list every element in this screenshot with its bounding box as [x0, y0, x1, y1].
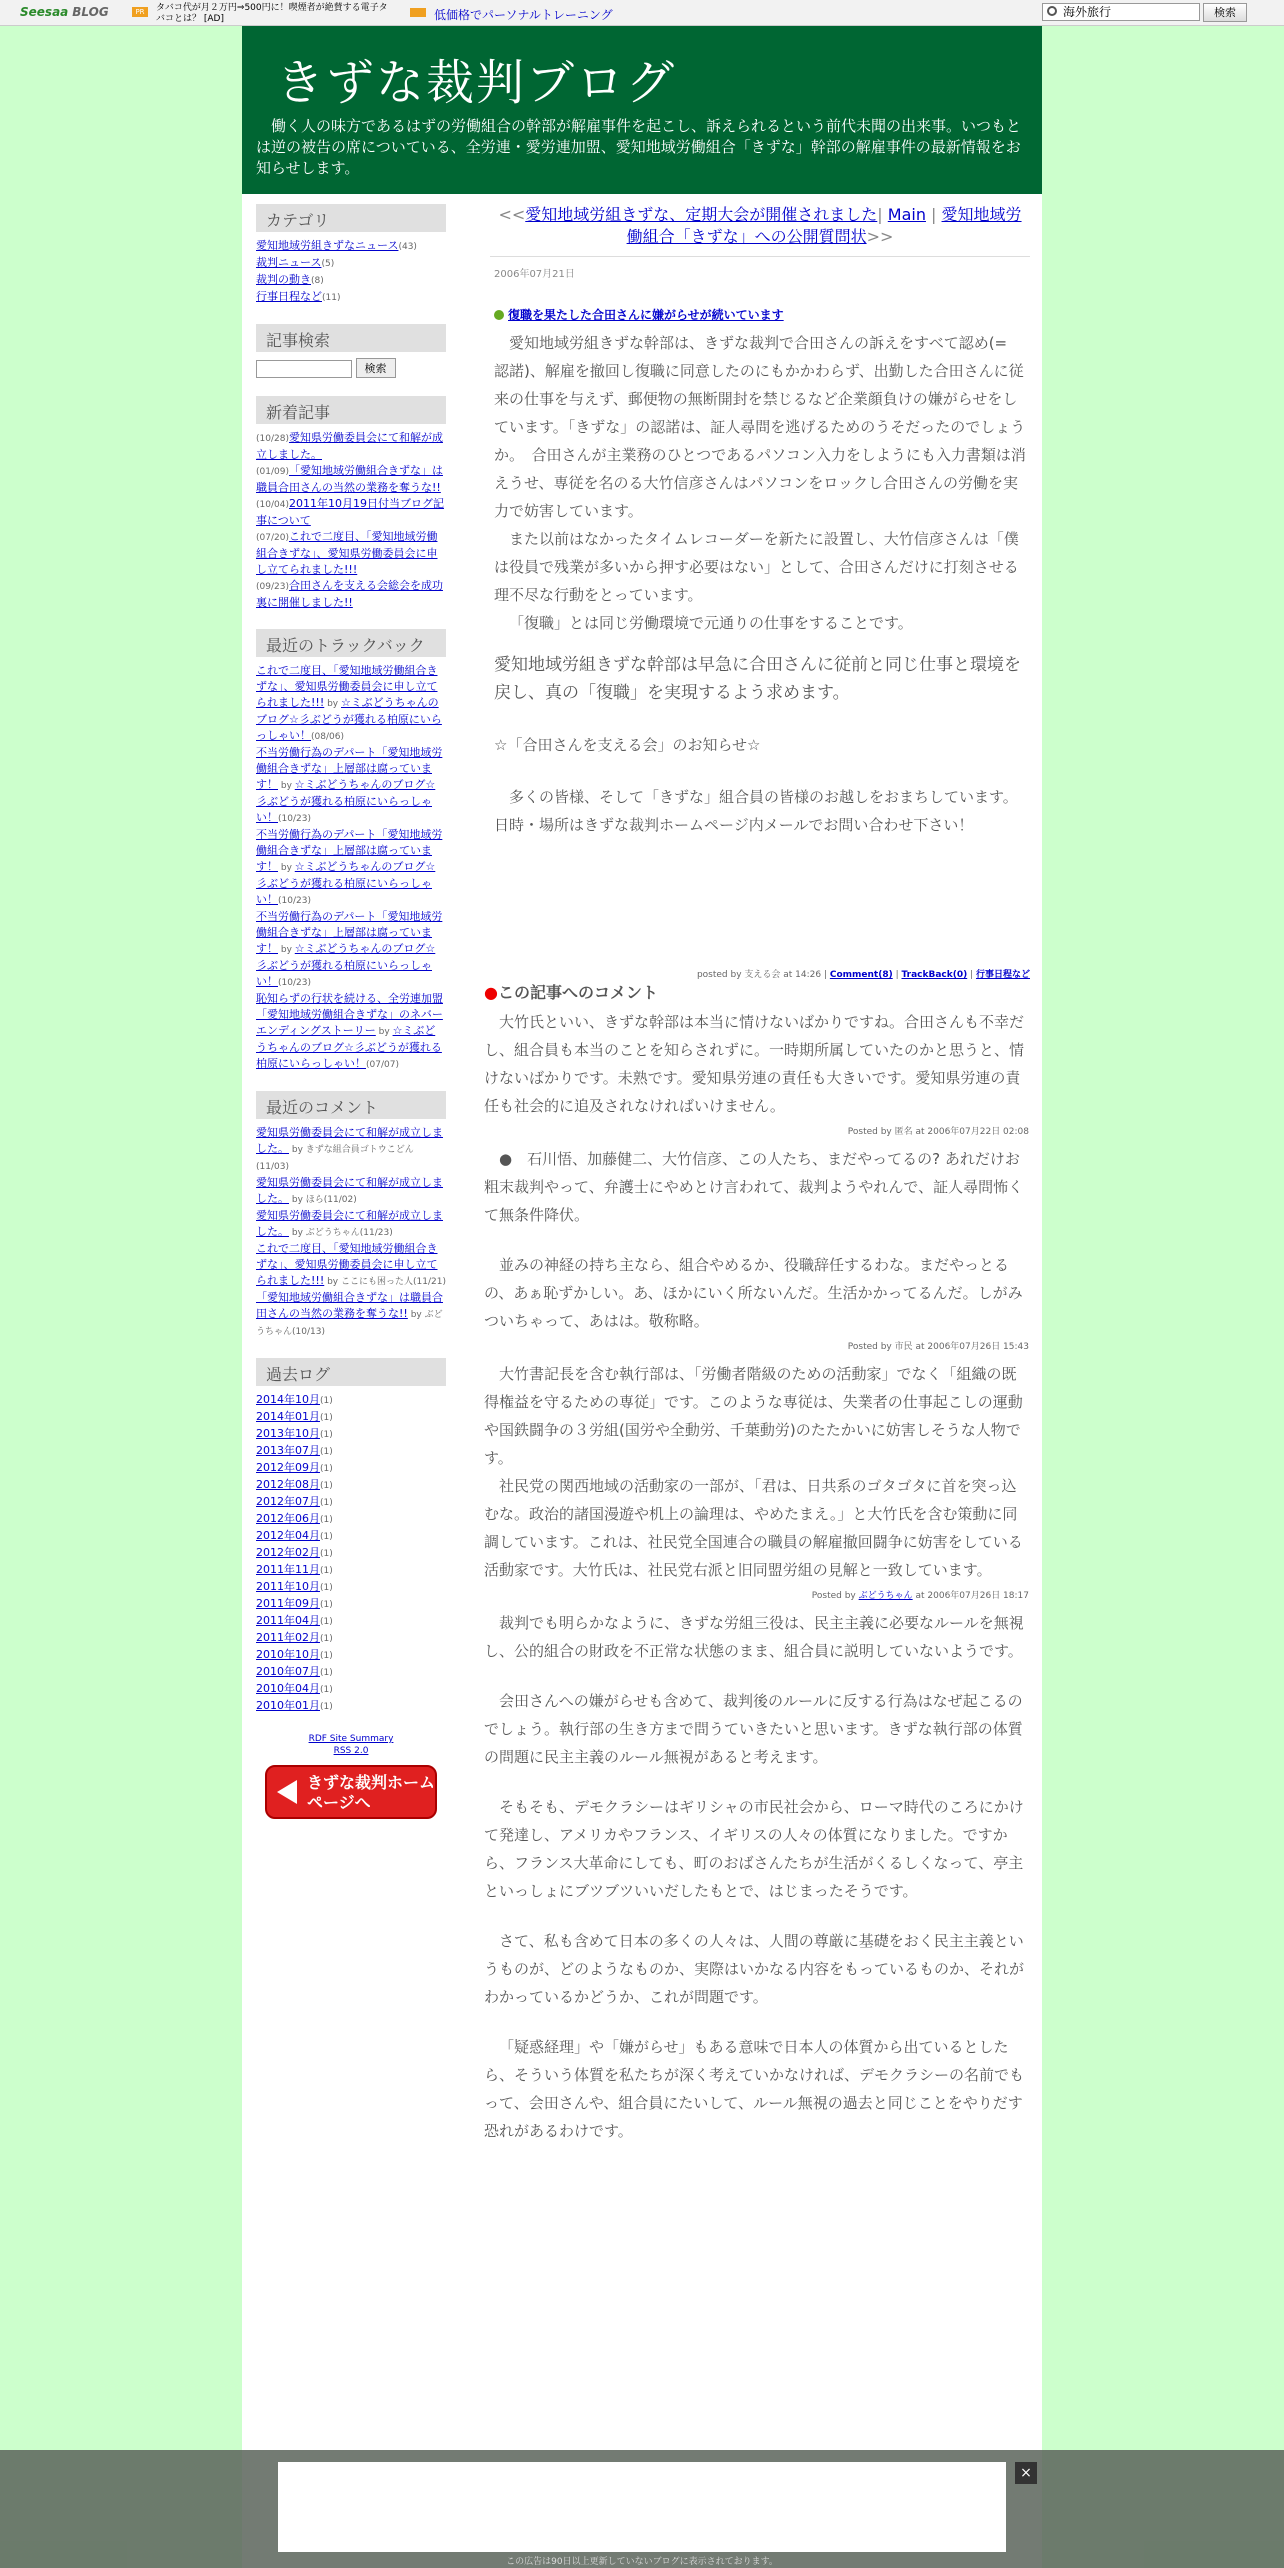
- top-ad-link-2[interactable]: 低価格でパーソナルトレーニング: [434, 8, 613, 22]
- comments-section: [484, 1008, 1029, 2173]
- archive-count: (1): [320, 1634, 333, 1644]
- recent-comment-by: by ここにも困った人: [324, 1277, 413, 1287]
- recent-comment-item: [256, 1241, 446, 1290]
- trackback-blog-link[interactable]: ☆ミぶどうちゃんのブログ☆彡ぶどうが獲れる柏原にいらっしゃい！: [256, 778, 436, 824]
- recent-link[interactable]: これで二度目、「愛知地域労働組合きずな」、愛知県労働委員会に申し立てられました!!!: [256, 530, 438, 576]
- trackback-entry-link[interactable]: 恥知らずの行状を続ける、全労連加盟「愛知地域労働組合きずな」のネバーエンディングストーリー: [256, 992, 443, 1037]
- trackback-item: [256, 745, 446, 827]
- comment-paragraph: 社民党の関西地域の活動家の一部が、「君は、日共系のゴタゴタに首を突っ込むな。政治的諸国漫遊や机上の論理は、やめたまえ。」と大竹氏を含む策動に同調しています。これは、社民党全国連合の職員の解雇撤回闘争に妨害をしている活動家です。大竹氏は、社民党右派と旧同盟労組の見解と一致しています。: [484, 1477, 1023, 1579]
- comment-posted: [484, 1588, 1029, 1601]
- archive-link[interactable]: 2010年10月: [256, 1648, 320, 1661]
- category-count: (8): [311, 276, 324, 286]
- comment-body: [484, 1145, 1029, 1335]
- recent-item: [256, 430, 446, 463]
- comment-body: [484, 1609, 1029, 2145]
- comment-spacer: [484, 2145, 1029, 2173]
- comment-paragraph: 大竹氏といい、きずな幹部は本当に情けないばかりですね。合田さんも不幸だし、組合員も本当のことを知らされずに。一時期所属していたのかと思うと、情けないばかりです。未熟です。愛知県労連の責任も大きいです。愛知県労連の責任も社会的に追及されなければいけません。: [484, 1013, 1025, 1115]
- archive-item: [256, 1460, 446, 1477]
- entry-notice-body: [490, 783, 1030, 839]
- trackback-heading: 最近のトラックバック: [256, 629, 446, 657]
- archive-link[interactable]: 2011年09月: [256, 1597, 320, 1610]
- entry-date: 2006年07月21日: [494, 269, 575, 280]
- archive-link[interactable]: 2010年07月: [256, 1665, 320, 1678]
- recent-date: (10/04): [256, 500, 289, 510]
- entry-paragraph: また以前はなかったタイムレコーダーを新たに設置し、大竹信彦さんは「僕は役員で残業が多いから押す必要はない」として、合田さんだけに打刻させる理不尽な行動をとっています。: [494, 530, 1019, 604]
- archive-count: (1): [320, 1515, 333, 1525]
- feed-links: [256, 1733, 446, 1757]
- archive-item: [256, 1562, 446, 1579]
- trackback-blog-link[interactable]: ☆ミぶどうちゃんのブログ☆彡ぶどうが獲れる柏原にいらっしゃい！: [256, 1024, 442, 1070]
- comment-posted-suffix: at 2006年07月26日 18:17: [912, 1591, 1029, 1601]
- category-item: [256, 272, 446, 289]
- archive-count: (1): [320, 1498, 333, 1508]
- archive-item: [256, 1443, 446, 1460]
- trackback-by: by: [375, 1027, 393, 1037]
- comments-heading: 最近のコメント: [256, 1091, 446, 1119]
- recent-comment-date: (11/03): [256, 1162, 289, 1172]
- recent-comment-by: by きずな組合員ゴトウこどん: [289, 1145, 414, 1155]
- archive-item: [256, 1494, 446, 1511]
- arrow-left-icon: [277, 1780, 297, 1804]
- trackback-by: by: [278, 781, 295, 791]
- entry-paragraph: 「復職」とは同じ労働環境で元通りの仕事をすることです。: [509, 614, 913, 632]
- recent-comment-date: (11/02): [323, 1195, 357, 1205]
- recent-date: (07/20): [256, 533, 289, 543]
- next-entry-link[interactable]: 愛知地域労働組合「きずな」への公開質問状: [626, 205, 1022, 246]
- entry-emphasis: 愛知地域労組きずな幹部は早急に合田さんに従前と同じ仕事と環境を戻し、真の「復職」を実現するよう求めます。: [494, 655, 1021, 703]
- archive-item: [256, 1596, 446, 1613]
- comment-paragraph: 並みの神経の持ち主なら、組合やめるか、役職辞任するわな。まだやっとるの、あぁ恥ずかしい。あ、ほかにいく所ないんだ。生活かかってるんだ。しがみついちゃって、あはは。敬称略。: [484, 1256, 1023, 1330]
- search-value: 海外旅行: [1063, 5, 1112, 19]
- category-link[interactable]: 裁判の動き: [256, 273, 311, 286]
- topbar-search-input[interactable]: [1042, 3, 1200, 21]
- category-link[interactable]: 行事日程など: [256, 290, 322, 303]
- trackback-entry-link[interactable]: これで二度目、「愛知地域労働組合きずな」、愛知県労働委員会に申し立てられました!!!: [256, 664, 438, 709]
- recent-date: (01/09): [256, 467, 289, 477]
- archive-link[interactable]: 2010年01月: [256, 1699, 320, 1712]
- archive-link[interactable]: 2012年08月: [256, 1478, 320, 1491]
- trackback-entry-link[interactable]: 不当労働行為のデパート「愛知地域労働組合きずな」上層部は腐っています！: [256, 828, 443, 873]
- archive-count: (1): [320, 1549, 333, 1559]
- trackback-blog-link[interactable]: ☆ミぶどうちゃんのブログ☆彡ぶどうが獲れる柏原にいらっしゃい！: [256, 942, 436, 988]
- recent-comment-item: [256, 1290, 446, 1340]
- recent-comment-by: by ほら: [289, 1195, 324, 1205]
- comments-section-title: [484, 980, 658, 1003]
- logo-text: Seesaa: [20, 5, 69, 19]
- recent-comment-date: (11/23): [359, 1228, 393, 1238]
- recent-item: [256, 496, 446, 529]
- comments-link[interactable]: Comment(8): [829, 970, 893, 980]
- archive-count: (1): [320, 1668, 333, 1678]
- archive-count: (1): [320, 1600, 333, 1610]
- recent-comment-link[interactable]: 愛知県労働委員会にて和解が成立しました。: [256, 1176, 443, 1205]
- archive-link[interactable]: 2012年09月: [256, 1461, 320, 1474]
- recent-comment-date: (11/21): [413, 1277, 446, 1287]
- main-content: [490, 204, 1030, 980]
- top-ad-link-1[interactable]: タバコ代が月２万円⇒500円に！喫煙者が絶賛する電子タバコとは？ [AD]: [156, 3, 388, 24]
- close-icon[interactable]: ×: [1015, 2462, 1037, 2484]
- trackback-item: [256, 909, 446, 991]
- logo-blog-text: BLOG: [72, 5, 109, 19]
- blog-description: 働く人の味方であるはずの労働組合の幹部が解雇事件を起こし、訴えられるという前代未聞の出来事。いつもとは逆の被告の席についている、全労連・愛労連加盟、愛知地域労働組合「きずな」幹部の解雇事件の最新情報をお知らせします。: [256, 117, 1022, 177]
- entry-title: [494, 306, 1030, 323]
- sidebar-search-input[interactable]: [256, 360, 352, 378]
- category-item: [256, 255, 446, 272]
- recent-comment-link[interactable]: 愛知県労働委員会にて和解が成立しました。: [256, 1209, 443, 1238]
- archive-link[interactable]: 2011年10月: [256, 1580, 320, 1593]
- recent-link[interactable]: 2011年10月19日付当ブログ記事について: [256, 497, 444, 527]
- bullet-icon: ●: [484, 983, 498, 1002]
- archive-count: (1): [320, 1430, 333, 1440]
- ad-banner[interactable]: [278, 2462, 1006, 2552]
- search-icon: [1047, 6, 1057, 16]
- category-item: [256, 289, 446, 306]
- archive-count: (1): [320, 1413, 333, 1423]
- archive-count: (1): [320, 1651, 333, 1661]
- category-link[interactable]: 行事日程など: [975, 970, 1030, 980]
- entry-navigation: [490, 204, 1030, 248]
- archive-link[interactable]: 2012年07月: [256, 1495, 320, 1508]
- recent-comments-list: [256, 1125, 446, 1340]
- archive-count: (1): [320, 1702, 333, 1712]
- comment-posted: Posted by 市民 at 2006年07月26日 15:43: [847, 1342, 1029, 1352]
- trackback-date: (08/06): [311, 732, 344, 742]
- notice-paragraph: 多くの皆様、そして「きずな」組合員の皆様のお越しをおまちしています。日時・場所はきずな裁判ホームページ内メールでお問い合わせ下さい！: [494, 788, 1018, 834]
- category-count: (43): [398, 242, 417, 252]
- category-list: [256, 238, 446, 306]
- archive-link[interactable]: 2011年02月: [256, 1631, 320, 1644]
- seesaa-top-bar: [0, 0, 1284, 26]
- recent-date: (09/23): [256, 582, 289, 592]
- rss-link[interactable]: RSS 2.0: [333, 1746, 369, 1756]
- bullet-icon: [494, 310, 504, 320]
- comment-body: [484, 1360, 1029, 1584]
- recent-comment-item: [256, 1175, 446, 1208]
- comment-paragraph: 裁判でも明らかなように、きずな労組三役は、民主主義に必要なルールを無視し、公的組合の財政を不正常な状態のまま、組合員に説明していないようです。: [484, 1614, 1024, 1660]
- recent-link[interactable]: 「愛知地域労働組合きずな」は職員合田さんの当然の業務を奪うな!!: [256, 464, 443, 494]
- posted-by: posted by 支える会 at 14:26: [696, 970, 822, 980]
- main-link[interactable]: Main: [887, 205, 926, 224]
- archive-item: [256, 1579, 446, 1596]
- recent-comment-item: [256, 1125, 446, 1175]
- archive-list: [256, 1392, 446, 1715]
- archive-item: [256, 1664, 446, 1681]
- trackback-list: [256, 663, 446, 1073]
- paragraph-spacer: [484, 2011, 1029, 2033]
- footer-separator: |: [892, 970, 902, 980]
- home-page-button[interactable]: [265, 1765, 437, 1819]
- category-count: (11): [322, 293, 341, 303]
- paragraph-spacer: [484, 1771, 1029, 1793]
- nav-separator: |: [925, 205, 942, 224]
- sidebar-search-button[interactable]: 検索: [356, 358, 396, 378]
- trackback-blog-link[interactable]: ☆ミぶどうちゃんのブログ☆彡ぶどうが獲れる柏原にいらっしゃい！: [256, 696, 442, 742]
- archive-link[interactable]: 2012年06月: [256, 1512, 320, 1525]
- archive-link[interactable]: 2012年02月: [256, 1546, 320, 1559]
- prev-entry-link[interactable]: 愛知地域労組きずな、定期大会が開催されました: [525, 205, 878, 224]
- comment-paragraph: ● 石川悟、加藤健二、大竹信彦、この人たち、まだやってるの? あれだけお粗末裁判やって、弁護士にやめとけ言われて、裁判ようやれんで、証人尋問怖くて無条件降伏。: [484, 1150, 1024, 1224]
- page-container: [242, 26, 1042, 2568]
- divider: [490, 256, 1030, 257]
- ad-notice: この広告は90日以上更新していないブログに表示されております。: [506, 2557, 778, 2567]
- entry-title-link[interactable]: 復職を果たした合田さんに嫌がらせが続いています: [508, 308, 784, 322]
- recent-date: (10/28): [256, 434, 289, 444]
- nav-separator: |: [877, 205, 888, 224]
- paragraph-spacer: [484, 1229, 1029, 1251]
- archive-count: (1): [320, 1566, 333, 1576]
- archive-count: (1): [320, 1481, 333, 1491]
- recent-comment-link[interactable]: これで二度目、「愛知地域労働組合きずな」、愛知県労働委員会に申し立てられました!!!: [256, 1242, 438, 1287]
- recent-link[interactable]: 愛知県労働委員会にて和解が成立しました。: [256, 431, 443, 461]
- category-item: [256, 238, 446, 255]
- archive-link[interactable]: 2014年01月: [256, 1410, 320, 1423]
- archive-count: (1): [320, 1447, 333, 1457]
- trackback-by: by: [324, 699, 341, 709]
- trackback-link[interactable]: TrackBack(0): [901, 970, 968, 980]
- archive-item: [256, 1681, 446, 1698]
- archive-item: [256, 1698, 446, 1715]
- trackback-item: [256, 663, 446, 745]
- archive-link[interactable]: 2011年04月: [256, 1614, 320, 1627]
- recent-comment-by: by ぶどうちゃん: [256, 1310, 443, 1337]
- category-link[interactable]: 裁判ニュース: [256, 256, 322, 269]
- archive-link[interactable]: 2014年10月: [256, 1393, 320, 1406]
- comment-posted-prefix: Posted by: [811, 1591, 859, 1601]
- recent-comment-date: (10/13): [292, 1327, 325, 1337]
- comment-paragraph: 大竹書記長を含む執行部は、「労働者階級のための活動家」でなく「組織の既得権益を守るための専従」です。このような専従は、失業者の仕事起こしの運動や国鉄闘争の３労組(国労や全動労、千葉動労)のたたかいに妨害しそうな人物です。: [484, 1365, 1023, 1467]
- archive-item: [256, 1630, 446, 1647]
- entry-footer: [490, 967, 1030, 980]
- archive-item: [256, 1647, 446, 1664]
- trackback-date: (07/07): [366, 1060, 399, 1070]
- paragraph-spacer: [484, 1665, 1029, 1687]
- comment-body: [484, 1008, 1029, 1120]
- recent-item: [256, 463, 446, 496]
- recent-list: [256, 430, 446, 611]
- recent-item: [256, 578, 446, 611]
- trackback-by: by: [278, 945, 295, 955]
- nav-next-mark: >>: [866, 227, 894, 246]
- trackback-entry-link[interactable]: 不当労働行為のデパート「愛知地域労働組合きずな」上層部は腐っています！: [256, 910, 443, 955]
- trackback-entry-link[interactable]: 不当労働行為のデパート「愛知地域労働組合きずな」上層部は腐っています！: [256, 746, 443, 791]
- comment-paragraph: 「疑惑経理」や「嫌がらせ」もある意味で日本人の体質から出ているとしたら、そういう体質を私たちが深く考えていかなければ、デモクラシーの名前でもって、会田さんや、組合員にたいして、ルール無視の過去と同じことをやりだす恐れがあるわけです。: [484, 2038, 1025, 2140]
- rdf-link[interactable]: RDF Site Summary: [308, 1734, 394, 1744]
- archive-item: [256, 1511, 446, 1528]
- archive-item: [256, 1477, 446, 1494]
- trackback-item: [256, 827, 446, 909]
- comment-paragraph: 会田さんへの嫌がらせも含めて、裁判後のルールに反する行為はなぜ起こるのでしょう。執行部の生き方まで問うていきたいと思います。きずな執行部の体質の問題に民主主義のルール無視があると考えます。: [484, 1692, 1023, 1766]
- trackback-item: [256, 991, 446, 1073]
- archive-count: (1): [320, 1532, 333, 1542]
- pr-badge: PR: [132, 7, 148, 17]
- comment-paragraph: そもそも、デモクラシーはギリシャの市民社会から、ローマ時代のころにかけて発達し、アメリカやフランス、イギリスの人々の体質になりました。ですから、フランス大革命にしても、町のおばさんたちが生活がくるしくなって、亭主といっしょにブツブツいいだしたもとで、はじまったそうです。: [484, 1798, 1024, 1900]
- search-heading: 記事検索: [256, 324, 446, 352]
- comment-paragraph: さて、私も含めて日本の多くの人々は、人間の尊厳に基礎をおく民主主義というものが、どのようなものか、実際はいかなる内容をもっているものか、それがわかっているかどうか、これが問題です。: [484, 1932, 1025, 2006]
- blog-title[interactable]: きずな裁判ブログ: [276, 55, 677, 111]
- archive-link[interactable]: 2013年07月: [256, 1444, 320, 1457]
- archive-item: [256, 1613, 446, 1630]
- category-heading: カテゴリ: [256, 204, 446, 232]
- category-link[interactable]: 愛知地域労組きずなニュース: [256, 239, 399, 252]
- sidebar: [256, 204, 446, 1819]
- archive-link[interactable]: 2013年10月: [256, 1427, 320, 1440]
- ad-icon: [410, 8, 426, 17]
- archive-link[interactable]: 2012年04月: [256, 1529, 320, 1542]
- archive-count: (1): [320, 1583, 333, 1593]
- archive-count: (1): [320, 1464, 333, 1474]
- comment-posted: Posted by 匿名 at 2006年07月22日 02:08: [847, 1127, 1029, 1137]
- recent-link[interactable]: 合田さんを支える会総会を成功裏に開催しました!!: [256, 579, 443, 609]
- recent-item: [256, 529, 446, 578]
- entry-body: [490, 329, 1030, 637]
- trackback-by: by: [278, 863, 295, 873]
- archive-count: (1): [320, 1685, 333, 1695]
- recent-comment-link[interactable]: 「愛知地域労働組合きずな」は職員合田さんの当然の業務を奪うな!!: [256, 1291, 443, 1320]
- trackback-date: (10/23): [278, 896, 311, 906]
- archive-item: [256, 1409, 446, 1426]
- recent-comment-link[interactable]: 愛知県労働委員会にて和解が成立しました。: [256, 1126, 443, 1155]
- footer-separator: |: [821, 970, 830, 980]
- footer-separator: |: [967, 970, 976, 980]
- recent-comment-by: by ぶどうちゃん: [289, 1228, 360, 1238]
- archive-link[interactable]: 2010年04月: [256, 1682, 320, 1695]
- topbar-search-button[interactable]: 検索: [1203, 3, 1247, 22]
- trackback-blog-link[interactable]: ☆ミぶどうちゃんのブログ☆彡ぶどうが獲れる柏原にいらっしゃい！: [256, 860, 436, 906]
- comment-author-link[interactable]: ぶどうちゃん: [858, 1591, 913, 1601]
- sidebar-search: [256, 358, 446, 378]
- recent-heading: 新着記事: [256, 396, 446, 424]
- archive-count: (1): [320, 1396, 333, 1406]
- archive-heading: 過去ログ: [256, 1358, 446, 1386]
- archive-item: [256, 1528, 446, 1545]
- archive-item: [256, 1392, 446, 1409]
- nav-prev-mark: <<: [498, 205, 526, 224]
- entry-paragraph: 愛知地域労組きずな幹部は、きずな裁判で合田さんの訴えをすべて認め(= 認諾)、解雇を撤回し復職に同意したのにもかかわらず、出勤した合田さんに従来の仕事を与えず、郵便物の無断開封を禁じるなど企業顔負けの嫌がらせをしています。「きずな」の認諾は、証人尋問を逃げるためのうそだったのでしょうか。 合田さんが主業務のひとつであるパソコン入力をしようにも入力書類は消えうせ、専従を名のる大竹信彦さんはパソコンをロックし合田さんの労働を実力で妨害しています。: [494, 334, 1026, 520]
- home-button-label: きずな裁判ホームページへ: [307, 1773, 436, 1812]
- archive-item: [256, 1426, 446, 1443]
- archive-link[interactable]: 2011年11月: [256, 1563, 320, 1576]
- archive-item: [256, 1545, 446, 1562]
- seesaa-blog-logo[interactable]: [20, 5, 109, 19]
- recent-comment-item: [256, 1208, 446, 1241]
- trackback-date: (10/23): [278, 978, 311, 988]
- comments-title-text: この記事へのコメント: [497, 983, 658, 1002]
- blog-header: [242, 26, 1042, 194]
- entry-notice-title: ☆「合田さんを支える会」のお知らせ☆: [494, 736, 761, 754]
- trackback-date: (10/23): [278, 814, 311, 824]
- bottom-ad-overlay: [0, 2450, 1284, 2568]
- paragraph-spacer: [484, 1905, 1029, 1927]
- category-count: (5): [321, 259, 335, 269]
- archive-count: (1): [320, 1617, 333, 1627]
